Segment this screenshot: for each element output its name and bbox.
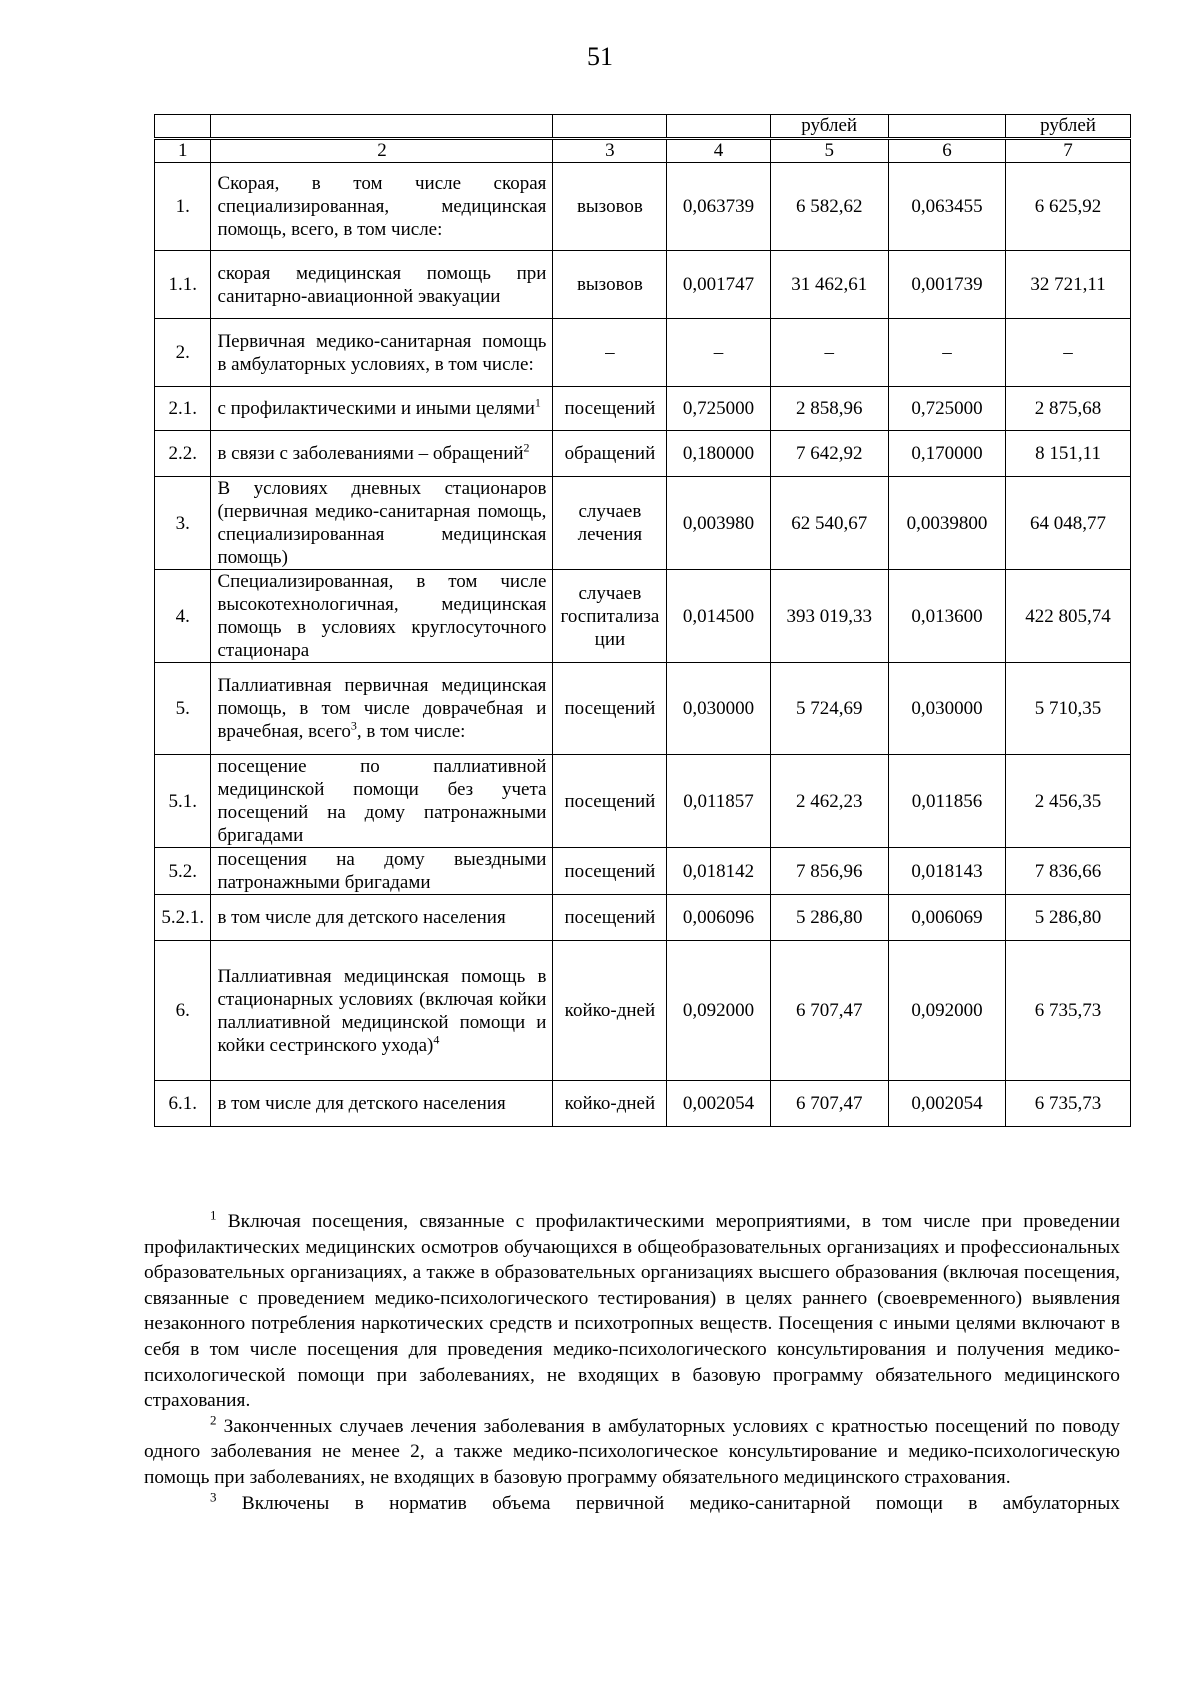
value-col4: 0,003980 <box>667 477 770 570</box>
value-col5: 2 858,96 <box>770 387 888 431</box>
value-col5: 31 462,61 <box>770 251 888 319</box>
row-description <box>211 431 553 477</box>
value-col4: 0,014500 <box>667 570 770 663</box>
unit-header-cell <box>155 115 211 139</box>
table-row <box>155 387 1131 431</box>
value-col4: 0,030000 <box>667 663 770 755</box>
row-number: 5. <box>155 663 211 755</box>
column-number-cell: 2 <box>211 139 553 163</box>
unit-of-measure: – <box>553 319 667 387</box>
unit-header-cell <box>888 115 1005 139</box>
description-text: в связи с заболеваниями – обращений <box>217 443 524 464</box>
value-col5: 6 582,62 <box>770 163 888 251</box>
value-col6: 0,001739 <box>888 251 1005 319</box>
row-description <box>211 251 553 319</box>
unit-of-measure: случаев лечения <box>553 477 667 570</box>
row-description <box>211 755 553 848</box>
value-col7: 422 805,74 <box>1006 570 1131 663</box>
description-text: В условиях дневных стационаров (первичная медико-санитарная помощь, специализированная медицинская помощь) <box>217 478 547 568</box>
table-row <box>155 477 1131 570</box>
table-row <box>155 848 1131 895</box>
column-number-cell: 3 <box>553 139 667 163</box>
footnote <box>144 1414 1120 1491</box>
footnote <box>144 1491 1120 1517</box>
value-col6: 0,063455 <box>888 163 1005 251</box>
table-row <box>155 251 1131 319</box>
table-row <box>155 431 1131 477</box>
description-text: посещения на дому выездными патронажными бригадами <box>217 849 547 893</box>
footnote-mark: 2 <box>210 1412 217 1428</box>
row-description <box>211 477 553 570</box>
description-text: в том числе для детского населения <box>217 1093 506 1114</box>
table-row <box>155 163 1131 251</box>
row-number: 2. <box>155 319 211 387</box>
footnote-reference: 1 <box>534 395 541 410</box>
value-col4: 0,092000 <box>667 941 770 1081</box>
description-text: в том числе для детского населения <box>217 907 506 928</box>
table-row <box>155 570 1131 663</box>
table-row <box>155 895 1131 941</box>
value-col7: 5 710,35 <box>1006 663 1131 755</box>
value-col5: 6 707,47 <box>770 941 888 1081</box>
value-col6: – <box>888 319 1005 387</box>
value-col6: 0,011856 <box>888 755 1005 848</box>
unit-header-cell <box>667 115 770 139</box>
description-text: Скорая, в том числе скорая специализированная, медицинская помощь, всего, в том числе: <box>217 173 547 240</box>
footnote-text: Включены в норматив объема первичной медико-санитарной помощи в амбулаторных <box>241 1492 1120 1514</box>
row-number: 6.1. <box>155 1081 211 1127</box>
footnote-text: Законченных случаев лечения заболевания в амбулаторных условиях с кратностью посещений по поводу одного заболевания не менее 2, а также медико-психологическое консультирование и медико-психологическую помощь при заболеваниях, не входящих в базовую программу обязательного медицинского страхования. <box>144 1415 1120 1488</box>
unit-of-measure: посещений <box>553 755 667 848</box>
row-number: 2.1. <box>155 387 211 431</box>
unit-of-measure: обращений <box>553 431 667 477</box>
row-description <box>211 1081 553 1127</box>
value-col4: 0,006096 <box>667 895 770 941</box>
unit-header-cell: рублей <box>1006 115 1131 139</box>
value-col6: 0,013600 <box>888 570 1005 663</box>
row-description <box>211 387 553 431</box>
table-row <box>155 941 1131 1081</box>
unit-of-measure: койко-дней <box>553 941 667 1081</box>
value-col6: 0,030000 <box>888 663 1005 755</box>
unit-of-measure: посещений <box>553 895 667 941</box>
footnotes <box>144 1209 1120 1516</box>
page-number: 51 <box>587 42 613 71</box>
value-col4: – <box>667 319 770 387</box>
value-col5: 5 286,80 <box>770 895 888 941</box>
value-col7: 8 151,11 <box>1006 431 1131 477</box>
value-col7: 2 875,68 <box>1006 387 1131 431</box>
value-col7: 5 286,80 <box>1006 895 1131 941</box>
value-col4: 0,001747 <box>667 251 770 319</box>
value-col6: 0,092000 <box>888 941 1005 1081</box>
unit-header-cell: рублей <box>770 115 888 139</box>
value-col4: 0,011857 <box>667 755 770 848</box>
value-col4: 0,018142 <box>667 848 770 895</box>
value-col7: – <box>1006 319 1131 387</box>
row-number: 6. <box>155 941 211 1081</box>
value-col4: 0,180000 <box>667 431 770 477</box>
value-col5: – <box>770 319 888 387</box>
value-col6: 0,170000 <box>888 431 1005 477</box>
value-col5: 2 462,23 <box>770 755 888 848</box>
value-col7: 7 836,66 <box>1006 848 1131 895</box>
table-row <box>155 319 1131 387</box>
unit-of-measure: случаев госпитализа ции <box>553 570 667 663</box>
unit-of-measure: вызовов <box>553 251 667 319</box>
footnote-reference: 4 <box>433 1032 440 1047</box>
description-text: Специализированная, в том числе высокотехнологичная, медицинская помощь в условиях круглосуточного стационара <box>217 571 547 661</box>
unit-header-cell <box>553 115 667 139</box>
description-text: с профилактическими и иными целями <box>217 398 535 419</box>
row-number: 4. <box>155 570 211 663</box>
value-col6: 0,002054 <box>888 1081 1005 1127</box>
value-col6: 0,725000 <box>888 387 1005 431</box>
unit-of-measure: посещений <box>553 663 667 755</box>
row-description <box>211 895 553 941</box>
row-description <box>211 163 553 251</box>
column-number-cell: 4 <box>667 139 770 163</box>
description-tail: , в том числе: <box>356 721 466 742</box>
row-number: 1.1. <box>155 251 211 319</box>
row-description <box>211 319 553 387</box>
unit-header-cell <box>211 115 553 139</box>
value-col5: 7 642,92 <box>770 431 888 477</box>
value-col7: 6 735,73 <box>1006 941 1131 1081</box>
description-text: посещение по паллиативной медицинской помощи без учета посещений на дому патронажными бригадами <box>217 756 547 846</box>
row-number: 5.2.1. <box>155 895 211 941</box>
row-number: 1. <box>155 163 211 251</box>
value-col5: 7 856,96 <box>770 848 888 895</box>
footnote <box>144 1209 1120 1414</box>
unit-of-measure: вызовов <box>553 163 667 251</box>
row-description <box>211 941 553 1081</box>
table-row <box>155 755 1131 848</box>
description-text: скорая медицинская помощь при санитарно-авиационной эвакуации <box>217 262 547 307</box>
footnote-mark: 3 <box>210 1489 217 1505</box>
footnote-reference: 2 <box>523 440 530 455</box>
unit-of-measure: койко-дней <box>553 1081 667 1127</box>
value-col6: 0,018143 <box>888 848 1005 895</box>
value-col6: 0,006069 <box>888 895 1005 941</box>
value-col7: 64 048,77 <box>1006 477 1131 570</box>
value-col5: 5 724,69 <box>770 663 888 755</box>
row-description <box>211 663 553 755</box>
value-col7: 2 456,35 <box>1006 755 1131 848</box>
value-col7: 6 625,92 <box>1006 163 1131 251</box>
value-col7: 6 735,73 <box>1006 1081 1131 1127</box>
units-header-row <box>155 115 1131 139</box>
table-row <box>155 663 1131 755</box>
unit-of-measure: посещений <box>553 387 667 431</box>
column-number-cell: 6 <box>888 139 1005 163</box>
value-col6: 0,0039800 <box>888 477 1005 570</box>
value-col4: 0,002054 <box>667 1081 770 1127</box>
value-col4: 0,063739 <box>667 163 770 251</box>
column-numbers-row <box>155 139 1131 163</box>
value-col4: 0,725000 <box>667 387 770 431</box>
column-number-cell: 7 <box>1006 139 1131 163</box>
row-description <box>211 570 553 663</box>
description-text: Паллиативная первичная медицинская помощь, в том числе доврачебная и врачебная, всего <box>217 675 547 742</box>
column-number-cell: 5 <box>770 139 888 163</box>
volume-norms-table <box>154 114 1131 1127</box>
row-number: 2.2. <box>155 431 211 477</box>
value-col5: 393 019,33 <box>770 570 888 663</box>
row-number: 5.2. <box>155 848 211 895</box>
row-number: 5.1. <box>155 755 211 848</box>
value-col7: 32 721,11 <box>1006 251 1131 319</box>
unit-of-measure: посещений <box>553 848 667 895</box>
value-col5: 6 707,47 <box>770 1081 888 1127</box>
row-number: 3. <box>155 477 211 570</box>
footnote-reference: 3 <box>350 718 357 733</box>
footnote-mark: 1 <box>210 1207 217 1223</box>
value-col5: 62 540,67 <box>770 477 888 570</box>
description-text: Первичная медико-санитарная помощь в амбулаторных условиях, в том числе: <box>217 330 547 375</box>
table-row <box>155 1081 1131 1127</box>
footnote-text: Включая посещения, связанные с профилактическими мероприятиями, в том числе при проведении профилактических медицинских осмотров обучающихся в общеобразовательных организациях и профессиональных образовательных организациях, а также в образовательных организациях высшего образования (включая посещения, связанные с проведением медико-психологического тестирования) в целях раннего (своевременного) выявления незаконного потребления наркотических средств и психотропных веществ. Посещения с иными целями включают в себя в том числе посещения для проведения медико-психологического консультирования и получения медико-психологической помощи при заболеваниях, не входящих в базовую программу обязательного медицинского страхования. <box>144 1211 1120 1412</box>
row-description <box>211 848 553 895</box>
column-number-cell: 1 <box>155 139 211 163</box>
description-text: Паллиативная медицинская помощь в стационарных условиях (включая койки паллиативной медицинской помощи и койки сестринского ухода) <box>217 965 547 1056</box>
